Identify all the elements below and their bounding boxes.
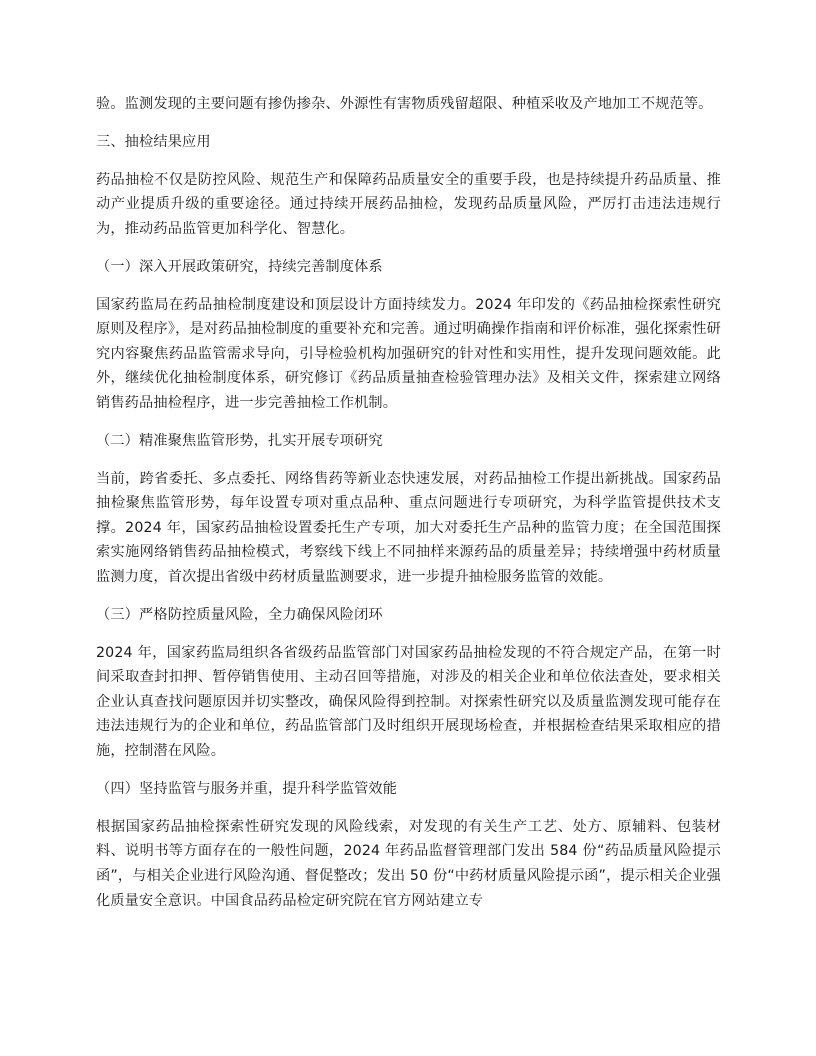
subsection-heading-risk-control: （三）严格防控质量风险，全力确保风险闭环 <box>96 607 383 624</box>
document-page <box>96 92 721 913</box>
paragraph-monitoring-findings: 验。监测发现的主要问题有掺伪掺杂、外源性有害物质残留超限、种植采收及产地加工不规范等。 <box>96 96 713 112</box>
paragraph-policy-research: 国家药监局在药品抽检制度建设和顶层设计方面持续发力。2024 年印发的《药品抽检探索性研究原则及程序》，是对药品抽检制度的重要补充和完善。通过明确操作指南和评价标准，强化探索性研究内容聚焦药品监管需求导向，引导检验机构加强研究的针对性和实用性，提升发现问题效能。此外，继续优化抽检制度体系，研究修订《药品质量抽查检验管理办法》及相关文件，探索建立网络销售药品抽检程序，进一步完善抽检工作机制。 <box>96 296 721 411</box>
paragraph-special-research: 当前，跨省委托、多点委托、网络售药等新业态快速发展，对药品抽检工作提出新挑战。国家药品抽检聚焦监管形势，每年设置专项对重点品种、重点问题进行专项研究，为科学监管提供技术支撑。2024 年，国家药品抽检设置委托生产专项，加大对委托生产品种的监管力度；在全国范围探索实施网络销售药品抽检模式，考察线下线上不同抽样来源药品的质量差异；持续增强中药材质量监测力度，首次提出省级中药材质量监测要求，进一步提升抽检服务监管的效能。 <box>96 470 721 585</box>
section-heading-results-application: 三、抽检结果应用 <box>96 134 211 151</box>
paragraph-risk-control: 2024 年，国家药监局组织各省级药品监管部门对国家药品抽检发现的不符合规定产品，在第一时间采取查封扣押、暂停销售使用、主动召回等措施，对涉及的相关企业和单位依法查处，要求相关企业认真查找问题原因并切实整改，确保风险得到控制。对探索性研究以及质量监测发现可能存在违法违规行为的企业和单位，药品监管部门及时组织开展现场检查，并根据检查结果采取相应的措施，控制潜在风险。 <box>96 644 721 760</box>
subsection-heading-supervision-service: （四）坚持监管与服务并重，提升科学监管效能 <box>96 781 398 798</box>
paragraph-sampling-importance: 药品抽检不仅是防控风险、规范生产和保障药品质量安全的重要手段，也是持续提升药品质量、推动产业提质升级的重要途径。通过持续开展药品抽检，发现药品质量风险，严厉打击违法违规行为，推动药品监管更加科学化、智慧化。 <box>96 171 721 237</box>
paragraph-supervision-service: 根据国家药品抽检探索性研究发现的风险线索，对发现的有关生产工艺、处方、原辅料、包装材料、说明书等方面存在的一般性问题，2024 年药品监督管理部门发出 584 份“药品质量风险提示函”，与相关企业进行风险沟通、督促整改；发出 50 份“中药材质量风险提示函”，提示相关企业强化质量安全意识。中国食品药品检定研究院在官方网站建立专 <box>96 818 721 909</box>
subsection-heading-special-research: （二）精准聚焦监管形势，扎实开展专项研究 <box>96 433 383 450</box>
subsection-heading-policy-research: （一）深入开展政策研究，持续完善制度体系 <box>96 258 383 275</box>
